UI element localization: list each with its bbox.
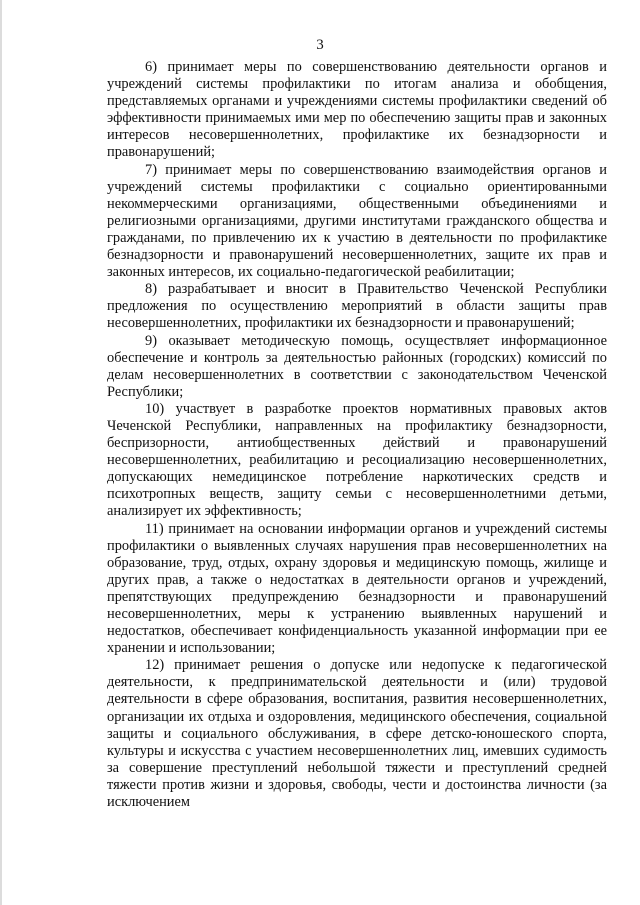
- paragraph-item-6: 6) принимает меры по совершенствованию деятельности органов и учреждений системы профилактики по итогам анализа и обобщения, представляемых органами и учреждениями системы профилактики сведений об эффективности принимаемых ими мер по обеспечению защиты прав и законных интересов несовершеннолетних, профилактике их безнадзорности и правонарушений;: [107, 59, 607, 161]
- paragraph-item-8: 8) разрабатывает и вносит в Правительство Чеченской Республики предложения по осуществлению мероприятий в области защиты прав несовершеннолетних, профилактики их безнадзорности и правонарушений;: [107, 281, 607, 332]
- paragraph-item-9: 9) оказывает методическую помощь, осуществляет информационное обеспечение и контроль за деятельностью районных (городских) комиссий по делам несовершеннолетних в соответствии с законодательством Чеченской Республики;: [107, 332, 607, 400]
- page-edge: [0, 0, 2, 905]
- paragraph-item-11: 11) принимает на основании информации органов и учреждений системы профилактики о выявленных случаях нарушения прав несовершеннолетних на образование, труд, отдых, охрану здоровья и медицинскую помощь, жилище и других прав, а также о недостатках в деятельности органов и учреждений, препятствующих предупреждению безнадзорности и правонарушений несовершеннолетних, меры к устранению выявленных нарушений и недостатков, обеспечивает конфиденциальность указанной информации при ее хранении и использовании;: [107, 520, 607, 657]
- paragraph-item-10: 10) участвует в разработке проектов нормативных правовых актов Чеченской Республики, направленных на профилактику безнадзорности, беспризорности, антиобщественных действий и правонарушений несовершеннолетних, реабилитацию и ресоциализацию несовершеннолетних, допускающих немедицинское потребление наркотических средств и психотропных веществ, защиту семьи с несовершеннолетними детьми, анализирует их эффективность;: [107, 400, 607, 520]
- page-number: 3: [316, 37, 324, 53]
- paragraph-item-7: 7) принимает меры по совершенствованию взаимодействия органов и учреждений системы профилактики с социально ориентированными некоммерческими организациями, общественными объединениями и религиозными организациями, другими институтами гражданского общества и гражданами, по привлечению их к участию в деятельности по профилактике безнадзорности и правонарушений несовершеннолетних, защите их прав и законных интересов, их социально-педагогической реабилитации;: [107, 161, 607, 281]
- paragraph-item-12: 12) принимает решения о допуске или недопуске к педагогической деятельности, к предпринимательской деятельности и (или) трудовой деятельности в сфере образования, воспитания, развития несовершеннолетних, организации их отдыха и оздоровления, медицинского обеспечения, социальной защиты и социального обслуживания, в сфере детско-юношеского спорта, культуры и искусства с участием несовершеннолетних лиц, имевших судимость за совершение преступлений небольшой тяжести и преступлений средней тяжести против жизни и здоровья, свободы, чести и достоинства личности (за исключением: [107, 657, 607, 811]
- document-body: [107, 59, 607, 811]
